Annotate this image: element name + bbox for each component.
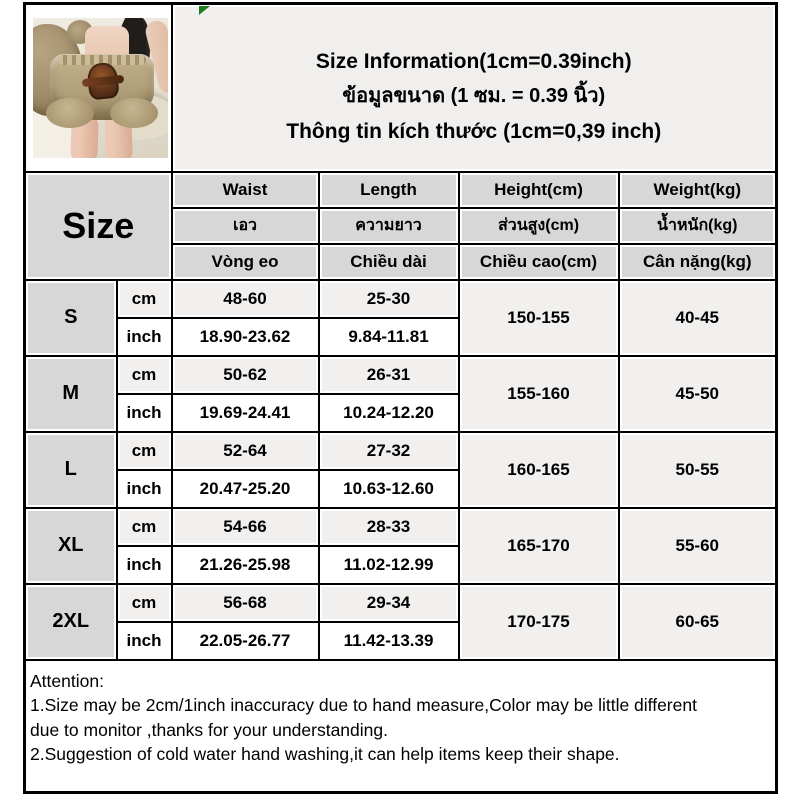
l-length-inch: 10.63-12.60 [319, 470, 459, 508]
title-block [173, 26, 776, 149]
s-waist-inch: 18.90-23.62 [172, 318, 319, 356]
2xl-waist-inch: 22.05-26.77 [172, 622, 319, 660]
col-header-waist-th: เอว [172, 208, 319, 244]
xl-length-cm: 28-33 [319, 508, 459, 546]
xl-waist-inch: 21.26-25.98 [172, 546, 319, 584]
unit-label-inch: inch [117, 394, 172, 432]
l-weight: 50-55 [619, 432, 777, 508]
unit-label-cm: cm [117, 280, 172, 318]
l-waist-inch: 20.47-25.20 [172, 470, 319, 508]
corner-flag-icon [199, 6, 210, 15]
xl-length-inch: 11.02-12.99 [319, 546, 459, 584]
size-label-2xl: 2XL [25, 584, 117, 660]
col-header-weight-vi: Cân nặng(kg) [619, 244, 777, 280]
shorts-cuff-left [46, 98, 94, 128]
m-waist-inch: 19.69-24.41 [172, 394, 319, 432]
title-cell [172, 4, 777, 172]
bloomer-shorts [50, 54, 154, 120]
m-length-cm: 26-31 [319, 356, 459, 394]
bear-applique [86, 62, 120, 101]
unit-label-cm: cm [117, 356, 172, 394]
size-chart [23, 2, 778, 794]
unit-label-cm: cm [117, 584, 172, 622]
col-header-waist-vi: Vòng eo [172, 244, 319, 280]
m-waist-cm: 50-62 [172, 356, 319, 394]
s-waist-cm: 48-60 [172, 280, 319, 318]
product-photo-cell [25, 4, 172, 172]
title-thai: ข้อมูลขนาด (1 ซม. = 0.39 นิ้ว) [342, 85, 606, 108]
size-chart-table [23, 2, 778, 794]
col-header-height-vi: Chiều cao(cm) [459, 244, 619, 280]
m-length-inch: 10.24-12.20 [319, 394, 459, 432]
col-header-weight-th: น้ำหนัก(kg) [619, 208, 777, 244]
col-header-waist-en: Waist [172, 172, 319, 208]
m-height: 155-160 [459, 356, 619, 432]
xl-waist-cm: 54-66 [172, 508, 319, 546]
product-photo [33, 18, 168, 158]
col-header-height-en: Height(cm) [459, 172, 619, 208]
unit-label-cm: cm [117, 432, 172, 470]
size-label-m: M [25, 356, 117, 432]
col-header-length-vi: Chiều dài [319, 244, 459, 280]
attention-heading: Attention: [30, 670, 104, 691]
col-header-weight-en: Weight(kg) [619, 172, 777, 208]
s-height: 150-155 [459, 280, 619, 356]
s-weight: 40-45 [619, 280, 777, 356]
col-header-length-th: ความยาว [319, 208, 459, 244]
m-weight: 45-50 [619, 356, 777, 432]
size-label-s: S [25, 280, 117, 356]
l-length-cm: 27-32 [319, 432, 459, 470]
size-label-xl: XL [25, 508, 117, 584]
attention-note-1-cont: due to monitor ,thanks for your understanding. [30, 719, 388, 740]
s-length-inch: 9.84-11.81 [319, 318, 459, 356]
2xl-length-cm: 29-34 [319, 584, 459, 622]
size-header: Size [25, 172, 172, 280]
xl-height: 165-170 [459, 508, 619, 584]
size-label-l: L [25, 432, 117, 508]
title-english: Size Information(1cm=0.39inch) [315, 50, 632, 74]
unit-label-inch: inch [117, 470, 172, 508]
unit-label-inch: inch [117, 546, 172, 584]
l-height: 160-165 [459, 432, 619, 508]
unit-label-cm: cm [117, 508, 172, 546]
2xl-weight: 60-65 [619, 584, 777, 660]
unit-label-inch: inch [117, 622, 172, 660]
attention-note-1: 1.Size may be 2cm/1inch inaccuracy due to hand measure,Color may be little different [30, 695, 697, 715]
attention-note-2: 2.Suggestion of cold water hand washing,it can help items keep their shape. [30, 744, 620, 764]
attention-cell [25, 660, 777, 793]
xl-weight: 55-60 [619, 508, 777, 584]
2xl-length-inch: 11.42-13.39 [319, 622, 459, 660]
2xl-waist-cm: 56-68 [172, 584, 319, 622]
shorts-cuff-right [110, 98, 158, 128]
s-length-cm: 25-30 [319, 280, 459, 318]
unit-label-inch: inch [117, 318, 172, 356]
col-header-height-th: ส่วนสูง(cm) [459, 208, 619, 244]
l-waist-cm: 52-64 [172, 432, 319, 470]
2xl-height: 170-175 [459, 584, 619, 660]
title-vietnamese: Thông tin kích thước (1cm=0,39 inch) [286, 120, 662, 144]
col-header-length-en: Length [319, 172, 459, 208]
